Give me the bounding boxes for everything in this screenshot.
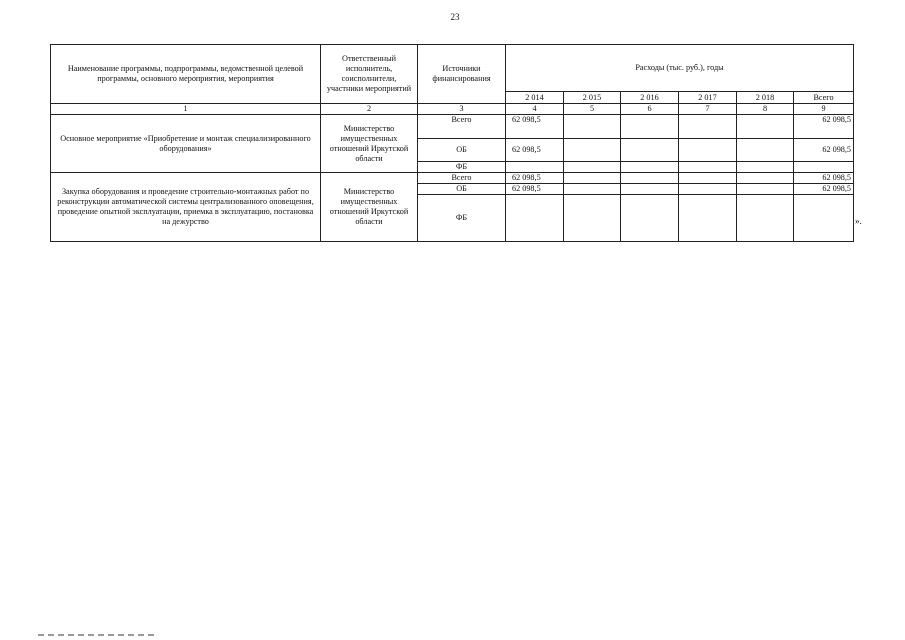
header-year-2016: 2 016	[621, 92, 679, 104]
row-value-2016	[621, 184, 679, 195]
row-value-2016	[621, 195, 679, 242]
row-value-2015	[564, 173, 621, 184]
row-source: ФБ	[418, 162, 506, 173]
row-executor: Министерство имущественных отношений Иркутской области	[321, 173, 418, 242]
row-value-total: 62 098,5	[794, 173, 854, 184]
row-program-name: Закупка оборудования и проведение строительно-монтажных работ по реконструкции автоматической системы централизованного оповещения, проведение опытной эксплуатации, приемка в эксплуатацию, постановка на дежурство	[51, 173, 321, 242]
row-value-2018	[737, 195, 794, 242]
closing-quote: ».	[855, 216, 862, 226]
row-value-2016	[621, 139, 679, 162]
row-value-total: 62 098,5	[794, 139, 854, 162]
page-number: 23	[450, 12, 460, 22]
column-number: 4	[506, 104, 564, 115]
row-value-2018	[737, 115, 794, 139]
row-value-2017	[679, 139, 737, 162]
row-value-2018	[737, 162, 794, 173]
header-year-2018: 2 018	[737, 92, 794, 104]
row-executor: Министерство имущественных отношений Иркутской области	[321, 115, 418, 173]
row-value-2018	[737, 139, 794, 162]
column-number: 5	[564, 104, 621, 115]
column-number: 9	[794, 104, 854, 115]
column-number: 8	[737, 104, 794, 115]
row-program-name: Основное мероприятие «Приобретение и монтаж специализированного оборудования»	[51, 115, 321, 173]
row-value-total: 62 098,5	[794, 115, 854, 139]
row-source: ОБ	[418, 139, 506, 162]
row-value-2018	[737, 173, 794, 184]
row-value-2014: 62 098,5	[506, 173, 564, 184]
row-value-2016	[621, 115, 679, 139]
column-number: 6	[621, 104, 679, 115]
header-year-2017: 2 017	[679, 92, 737, 104]
column-number: 7	[679, 104, 737, 115]
row-value-2015	[564, 184, 621, 195]
row-value-2017	[679, 162, 737, 173]
header-sources: Источники финансирования	[418, 45, 506, 104]
row-value-total	[794, 162, 854, 173]
row-value-2014: 62 098,5	[506, 184, 564, 195]
row-value-2016	[621, 173, 679, 184]
row-value-2018	[737, 184, 794, 195]
row-value-2015	[564, 139, 621, 162]
row-value-2014: 62 098,5	[506, 115, 564, 139]
header-executor: Ответственный исполнитель, соисполнители, участники мероприятий	[321, 45, 418, 104]
scan-artifact	[38, 634, 158, 636]
row-source: Всего	[418, 173, 506, 184]
row-source: ОБ	[418, 184, 506, 195]
header-year-2015: 2 015	[564, 92, 621, 104]
row-value-2017	[679, 184, 737, 195]
row-value-total: 62 098,5	[794, 184, 854, 195]
row-value-2016	[621, 162, 679, 173]
financing-table	[50, 44, 854, 242]
row-source: ФБ	[418, 195, 506, 242]
column-number: 3	[418, 104, 506, 115]
column-number: 1	[51, 104, 321, 115]
header-year-2014: 2 014	[506, 92, 564, 104]
header-program-name: Наименование программы, подпрограммы, ведомственной целевой программы, основного мероприятия, мероприятия	[51, 45, 321, 104]
row-value-2015	[564, 162, 621, 173]
row-value-2015	[564, 115, 621, 139]
row-value-total	[794, 195, 854, 242]
header-total: Всего	[794, 92, 854, 104]
row-value-2017	[679, 115, 737, 139]
row-source: Всего	[418, 115, 506, 139]
row-value-2017	[679, 173, 737, 184]
row-value-2014	[506, 162, 564, 173]
row-value-2017	[679, 195, 737, 242]
column-number: 2	[321, 104, 418, 115]
row-value-2015	[564, 195, 621, 242]
header-expenses: Расходы (тыс. руб.), годы	[506, 45, 854, 92]
row-value-2014: 62 098,5	[506, 139, 564, 162]
row-value-2014	[506, 195, 564, 242]
